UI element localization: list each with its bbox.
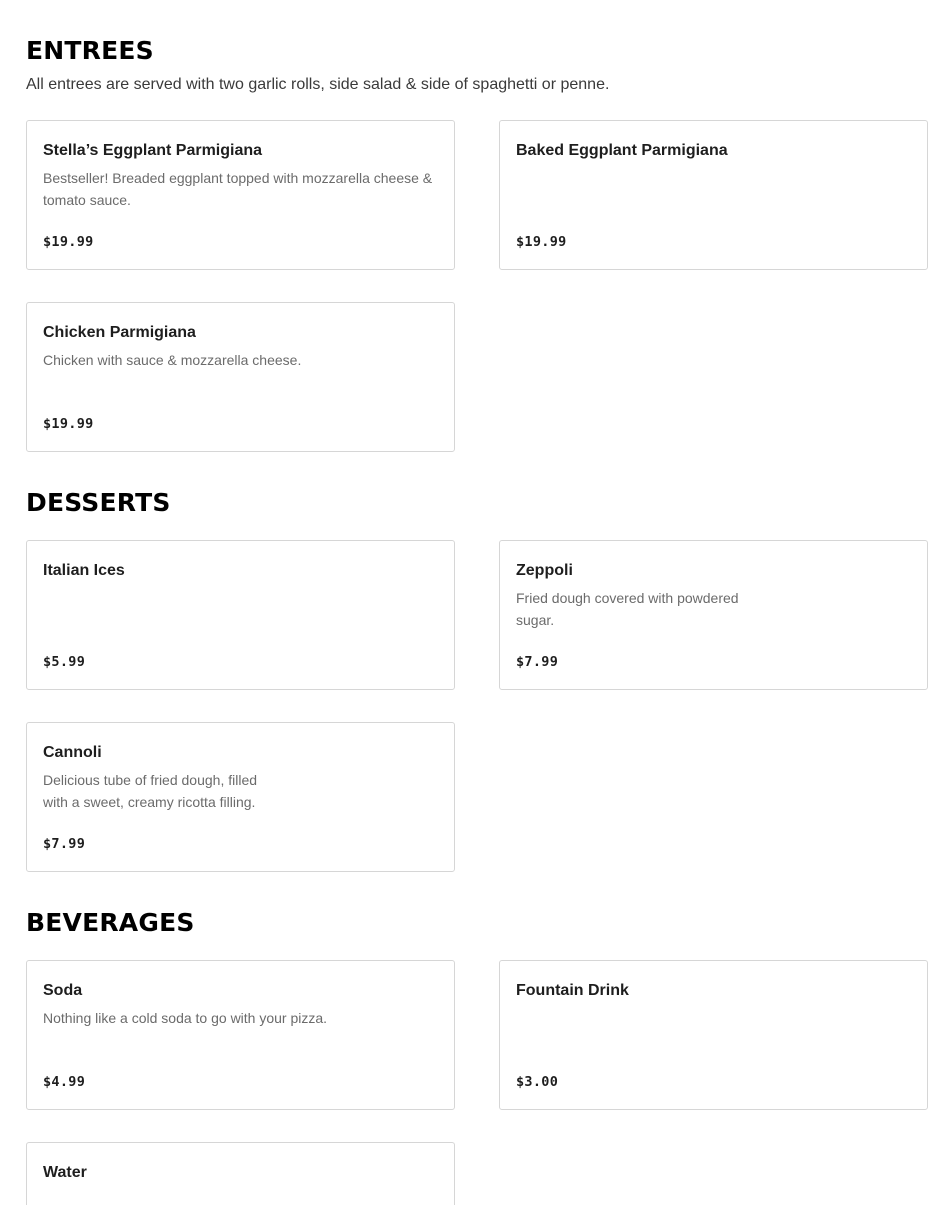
section-title-desserts: DESSERTS — [26, 488, 171, 517]
menu-item-price: $19.99 — [516, 234, 567, 250]
menu-item-price: $5.99 — [43, 654, 86, 670]
menu-item-price: $19.99 — [43, 416, 94, 432]
menu-item-name: Cannoli — [43, 744, 102, 761]
menu-item-name: Baked Eggplant Parmigiana — [516, 142, 728, 159]
menu-item-name: Water — [43, 1164, 87, 1181]
menu-item-water[interactable] — [26, 1142, 455, 1205]
menu-item-name: Chicken Parmigiana — [43, 324, 196, 341]
menu-item-price: $4.99 — [43, 1074, 86, 1090]
menu-item-price: $19.99 — [43, 234, 94, 250]
menu-item-name: Soda — [43, 982, 83, 999]
menu-item-fountain-drink[interactable] — [499, 960, 928, 1110]
menu-item-name: Italian Ices — [43, 562, 125, 579]
menu-item-price: $7.99 — [516, 654, 559, 670]
menu-item-italian-ices[interactable] — [26, 540, 455, 690]
section-title-entrees: ENTREES — [26, 36, 154, 65]
menu-item-description: Chicken with sauce & mozzarella cheese. — [43, 352, 302, 368]
menu-item-price: $3.00 — [516, 1074, 559, 1090]
menu-item-description: Delicious tube of fried dough, filled with a sweet, creamy ricotta filling. — [43, 772, 258, 810]
menu-item-name: Stella’s Eggplant Parmigiana — [43, 142, 263, 159]
section-description-entrees: All entrees are served with two garlic rolls, side salad & side of spaghetti or penne. — [26, 76, 610, 93]
menu-item-baked-eggplant-parmigiana[interactable] — [499, 120, 928, 270]
menu-item-cannoli[interactable] — [26, 722, 455, 872]
menu-item-description: Nothing like a cold soda to go with your pizza. — [43, 1010, 328, 1026]
menu-item-chicken-parmigiana[interactable] — [26, 302, 455, 452]
menu-item-description: Bestseller! Breaded eggplant topped with mozzarella cheese & tomato sauce. — [43, 170, 433, 208]
menu-item-zeppoli[interactable] — [499, 540, 928, 690]
menu-item-name: Fountain Drink — [516, 982, 629, 999]
menu-item-price: $7.99 — [43, 836, 86, 852]
menu-item-description: Fried dough covered with powdered sugar. — [516, 590, 739, 628]
menu-item-soda[interactable] — [26, 960, 455, 1110]
section-title-beverages: BEVERAGES — [26, 908, 195, 937]
menu-item-stellas-eggplant-parmigiana[interactable] — [26, 120, 455, 270]
menu-item-name: Zeppoli — [516, 562, 573, 579]
